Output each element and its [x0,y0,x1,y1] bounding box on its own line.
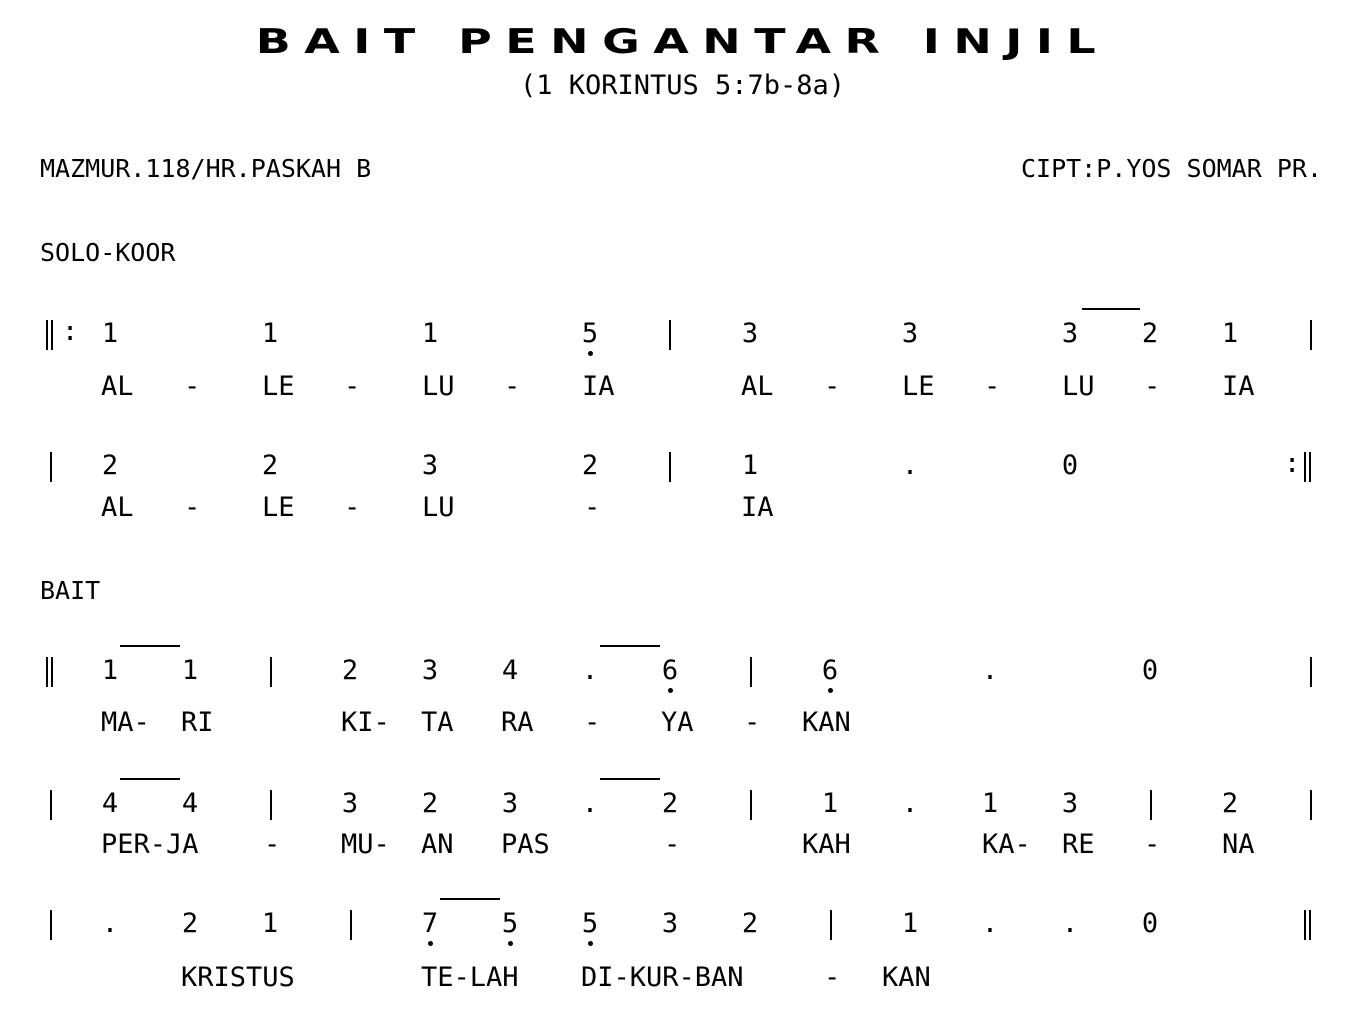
lyric-syllable: LE [902,371,935,402]
note: 3 [421,655,439,686]
note: 3 [1061,318,1079,349]
note: 2 [741,908,759,939]
lyric-syllable: IA [741,492,774,523]
note: 1 [261,318,279,349]
double-barline [1304,910,1311,940]
lyric-syllable: - [744,707,761,738]
beam [120,645,180,647]
section-label-verse: BAIT [40,576,101,605]
beam [1082,308,1140,310]
note: 7 [421,908,439,939]
composer-credit: CIPT:P.YOS SOMAR PR. [1020,154,1322,183]
lyric-syllable: KRISTUS [181,962,295,993]
lyric-syllable: - [184,371,201,402]
note: 2 [661,788,679,819]
lower-octave-dot [668,688,673,693]
note: 2 [181,908,199,939]
note: 2 [581,450,599,481]
lyric-syllable: KAN [882,962,931,993]
note: 3 [901,318,919,349]
note: 3 [661,908,679,939]
barline [270,790,272,820]
lyric-syllable: - [824,962,841,993]
note: 2 [101,450,119,481]
lyric-syllable: LU [1062,371,1095,402]
note: 0 [1141,655,1159,686]
barline [270,657,272,687]
beam [440,898,500,900]
lower-octave-dot [588,941,593,946]
lyric-syllable: - [344,371,361,402]
barline [50,452,52,482]
note: 4 [101,788,119,819]
note: 1 [821,788,839,819]
barline [50,910,52,940]
note: . [901,450,919,481]
lyric-syllable: MA- [101,707,150,738]
lyric-syllable: - [264,829,281,860]
note: 1 [1221,318,1239,349]
note: 4 [501,655,519,686]
lyric-syllable: - [984,371,1001,402]
note: 1 [101,318,119,349]
note: 6 [821,655,839,686]
lyric-syllable: LU [422,371,455,402]
lower-octave-dot [828,688,833,693]
note: 1 [181,655,199,686]
note: . [981,908,999,939]
barline [50,790,52,820]
lyric-syllable: AN [421,829,454,860]
note: . [581,788,599,819]
lyric-syllable: KA- [982,829,1031,860]
lyric-syllable: - [584,492,601,523]
note: . [101,908,119,939]
psalm-reference: MAZMUR.118/HR.PASKAH B [40,154,372,183]
note: 2 [341,655,359,686]
barline [750,657,752,687]
lyric-syllable: AL [101,371,134,402]
note: 0 [1141,908,1159,939]
lyric-syllable: PER-JA [101,829,199,860]
barline [669,320,671,350]
note: 1 [261,908,279,939]
lyric-syllable: - [1144,371,1161,402]
lyric-syllable: - [344,492,361,523]
note: 3 [1061,788,1079,819]
note: 3 [501,788,519,819]
note: 1 [421,318,439,349]
note: 5 [581,908,599,939]
lower-octave-dot [428,941,433,946]
note: 5 [501,908,519,939]
lyric-syllable: MU- [341,829,390,860]
lyric-syllable: - [584,707,601,738]
note: 2 [261,450,279,481]
lyric-syllable: LE [262,492,295,523]
double-barline [46,320,53,350]
note: . [981,655,999,686]
lyric-syllable: - [184,492,201,523]
double-barline [1304,452,1311,482]
lyric-syllable: YA [661,707,694,738]
page-title: BAIT PENGANTAR INJIL [255,22,1110,62]
note: . [581,655,599,686]
lower-octave-dot [508,941,513,946]
repeat-dots: : [1284,448,1301,479]
lyric-syllable: IA [1222,371,1255,402]
barline [1310,790,1312,820]
lyric-syllable: TE-LAH [421,962,519,993]
lyric-syllable: TA [421,707,454,738]
note: 1 [101,655,119,686]
repeat-dots: : [62,316,79,347]
note: . [901,788,919,819]
lyric-syllable: - [504,371,521,402]
lyric-syllable: RE [1062,829,1095,860]
beam [600,778,660,780]
barline [750,790,752,820]
lyric-syllable: LE [262,371,295,402]
lyric-syllable: NA [1222,829,1255,860]
note: 1 [901,908,919,939]
lyric-syllable: KAN [802,707,851,738]
note: 0 [1061,450,1079,481]
double-barline [46,657,53,687]
beam [600,645,660,647]
note: . [1061,908,1079,939]
note: 2 [1141,318,1159,349]
note: 1 [741,450,759,481]
barline [1310,320,1312,350]
lyric-syllable: PAS [501,829,550,860]
note: 2 [421,788,439,819]
lyric-syllable: IA [582,371,615,402]
lyric-syllable: - [1144,829,1161,860]
barline [669,452,671,482]
lyric-syllable: LU [422,492,455,523]
barline [1150,790,1152,820]
note: 3 [421,450,439,481]
beam [120,778,180,780]
lyric-syllable: AL [741,371,774,402]
note: 6 [661,655,679,686]
note: 1 [981,788,999,819]
note: 4 [181,788,199,819]
barline [350,910,352,940]
note: 3 [341,788,359,819]
note: 2 [1221,788,1239,819]
lyric-syllable: KAH [802,829,851,860]
lyric-syllable: - [824,371,841,402]
lyric-syllable: DI-KUR-BAN [581,962,744,993]
note: 3 [741,318,759,349]
page-subtitle: (1 KORINTUS 5:7b-8a) [519,70,846,101]
lyric-syllable: AL [101,492,134,523]
lyric-syllable: RA [501,707,534,738]
section-label-refrain: SOLO-KOOR [40,238,176,267]
note: 5 [581,318,599,349]
lyric-syllable: KI- [341,707,390,738]
barline [830,910,832,940]
lyric-syllable: RI [181,707,214,738]
barline [1310,657,1312,687]
lower-octave-dot [588,351,593,356]
lyric-syllable: - [664,829,681,860]
